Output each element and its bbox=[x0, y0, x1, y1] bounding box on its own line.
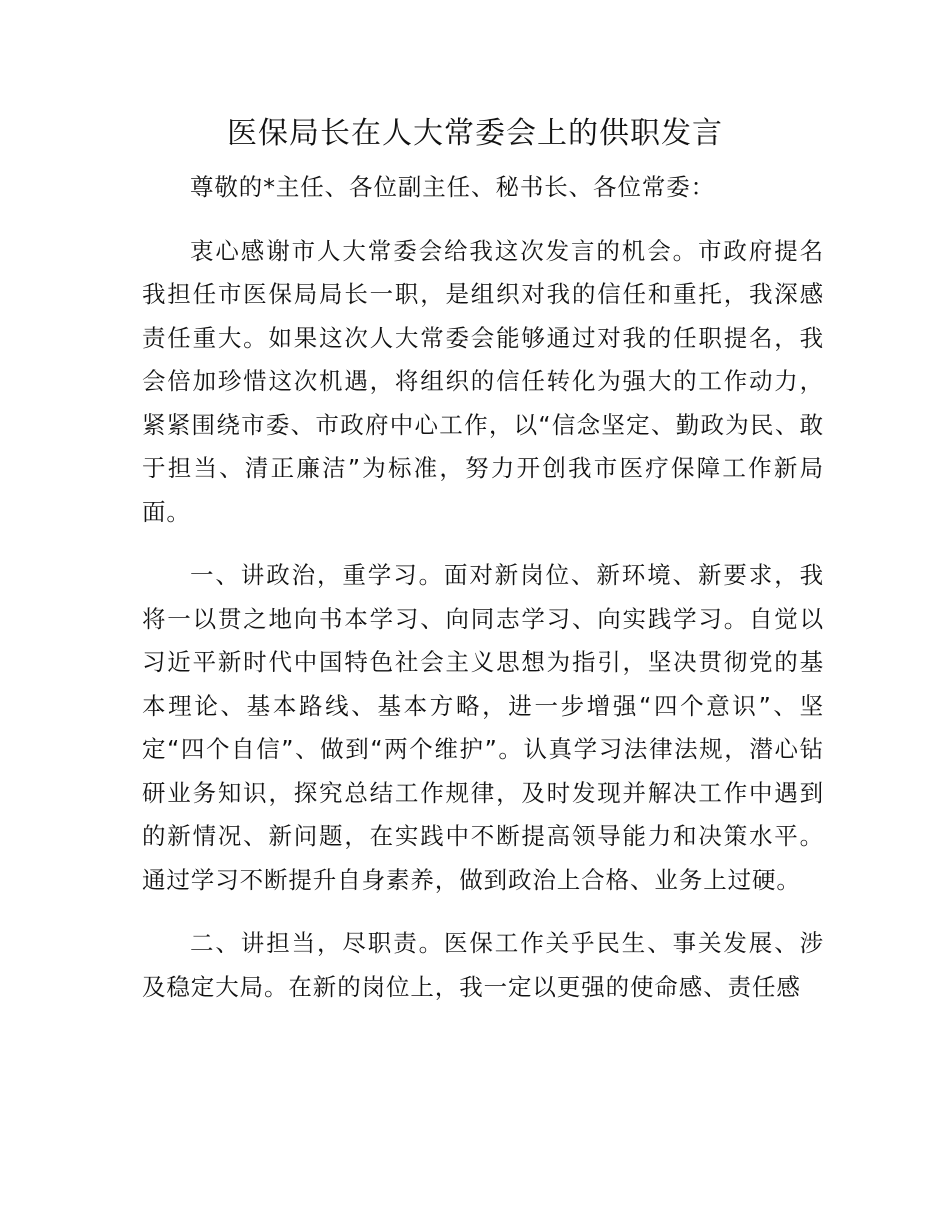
paragraph-responsibility: 二、讲担当，尽职责。医保工作关乎民生、事关发展、涉及稳定大局。在新的岗位上，我一定以更强的使命感、责任感 bbox=[142, 929, 824, 1001]
paragraph-intro: 衷心感谢市人大常委会给我这次发言的机会。市政府提名我担任市医保局局长一职，是组织对我的信任和重托，我深感责任重大。如果这次人大常委会能够通过对我的任职提名，我会倍加珍惜这次机遇，将组织的信任转化为强大的工作动力，紧紧围绕市委、市政府中心工作，以“信念坚定、勤政为民、敢于担当、清正廉洁”为标准，努力开创我市医疗保障工作新局面。 bbox=[142, 236, 824, 526]
document-title: 医保局长在人大常委会上的供职发言 bbox=[227, 116, 723, 151]
paragraph-politics-study: 一、讲政治，重学习。面对新岗位、新环境、新要求，我将一以贯之地向书本学习、向同志学习、向实践学习。自觉以习近平新时代中国特色社会主义思想为指引，坚决贯彻党的基本理论、基本路线、基本方略，进一步增强“四个意识”、坚定“四个自信”、做到“两个维护”。认真学习法律法规，潜心钻研业务知识，探究总结工作规律，及时发现并解决工作中遇到的新情况、新问题，在实践中不断提高领导能力和决策水平。通过学习不断提升自身素养，做到政治上合格、业务上过硬。 bbox=[142, 561, 824, 894]
salutation: 尊敬的*主任、各位副主任、秘书长、各位常委： bbox=[190, 173, 716, 201]
document-body bbox=[142, 166, 824, 1029]
